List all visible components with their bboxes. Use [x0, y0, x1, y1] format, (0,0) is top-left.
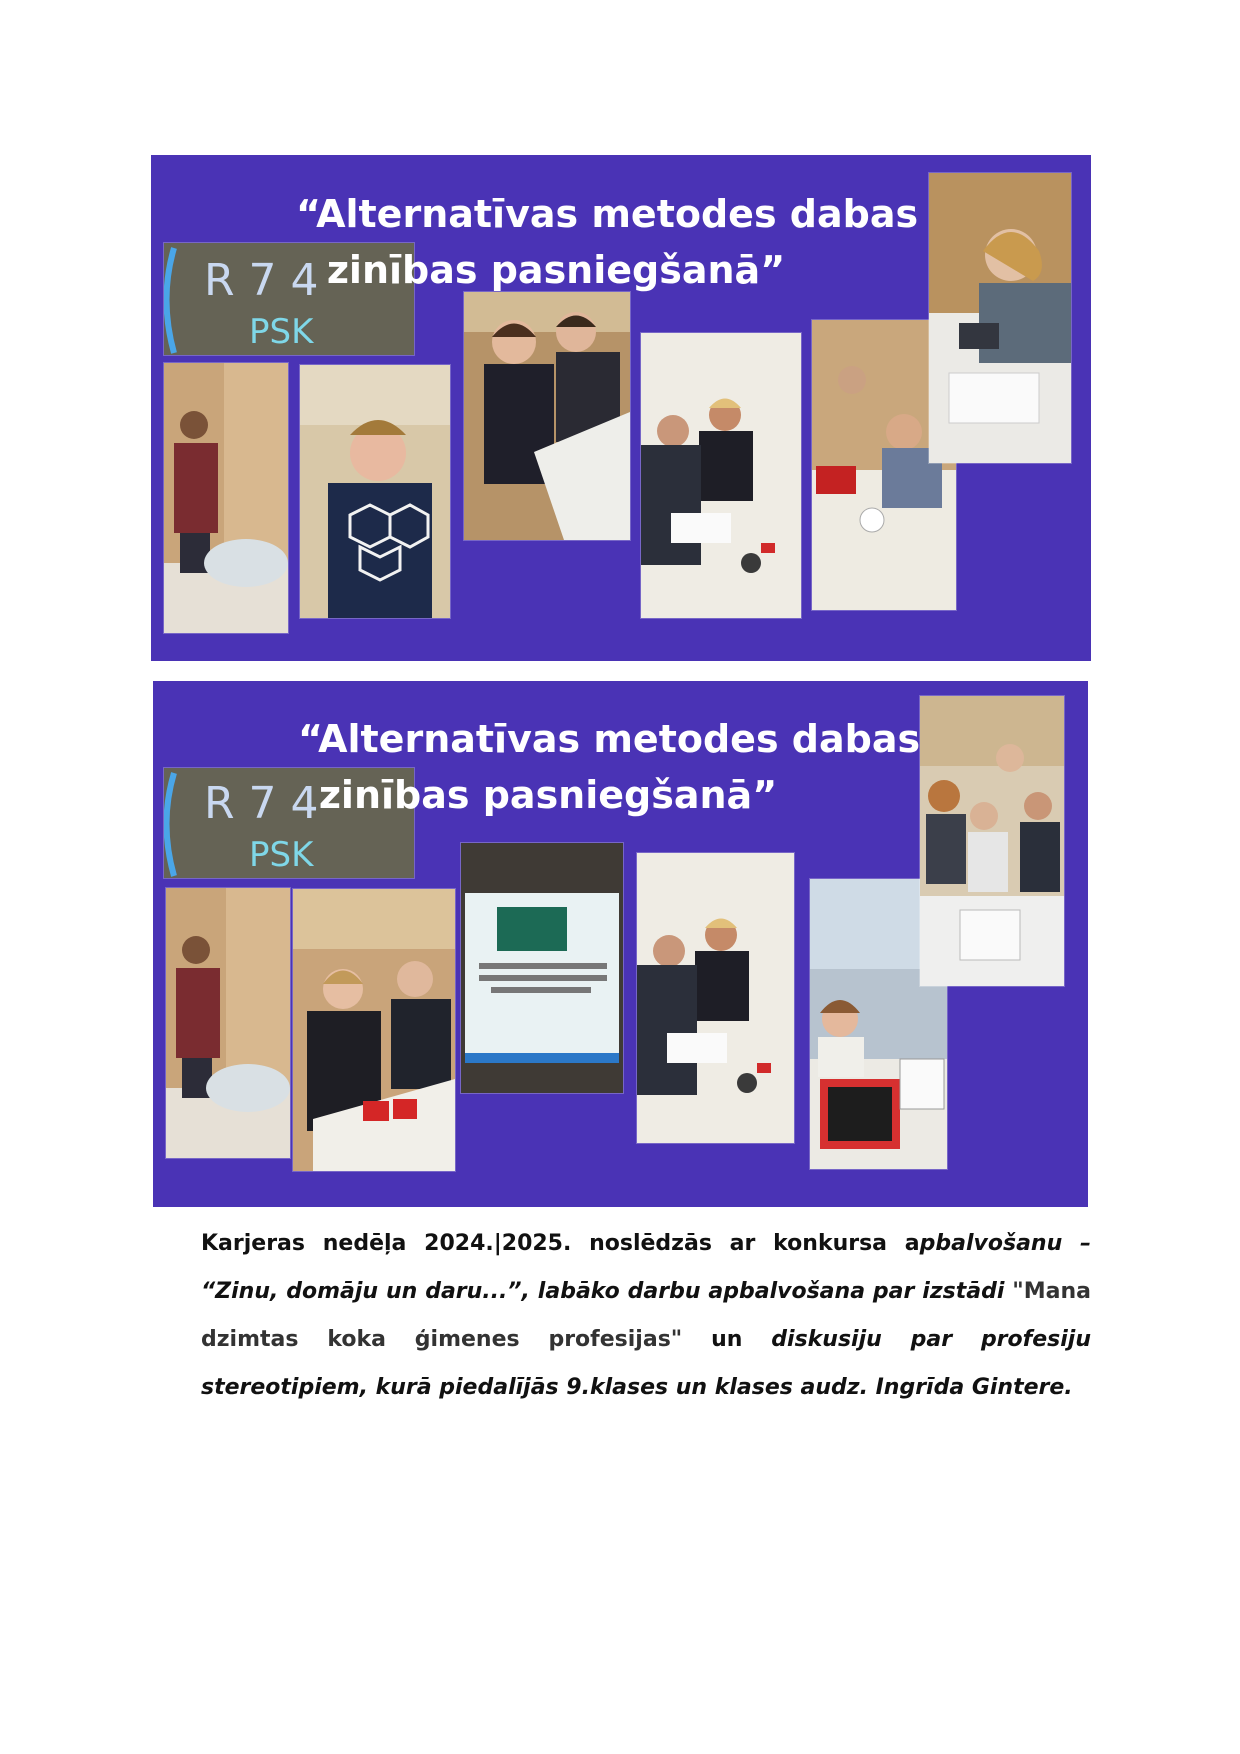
- student-lab-photo: [164, 363, 288, 633]
- chalk-text-1: R 7 4: [204, 255, 319, 306]
- collage-title-line-1: “Alternatīvas metodes dabas: [296, 192, 919, 236]
- students-experiment-photo: [641, 333, 801, 618]
- collage-panel-1: [151, 155, 1091, 661]
- collage-title-line-2: zinības pasniegšanā”: [318, 773, 778, 817]
- caption-text-4: un: [682, 1327, 772, 1352]
- chalk-text-2: PSK: [249, 835, 314, 875]
- molecule-model-photo: [300, 365, 450, 618]
- caption-text-5: diskusiju par profesiju stereotipiem, kurā piedalījās 9.klases un klases audz. Ingrīda Gintere.: [201, 1327, 1091, 1400]
- students-group-photo: [920, 696, 1064, 986]
- chalk-text-2: PSK: [249, 312, 314, 352]
- students-experiment-photo: [637, 853, 794, 1143]
- caption-paragraph: [201, 1220, 1091, 1412]
- students-boxes-photo: [293, 889, 455, 1171]
- chalk-text-1: R 7 4: [204, 778, 319, 829]
- collage-panel-2: [153, 681, 1088, 1207]
- presentation-screen-photo: [461, 843, 623, 1093]
- caption-text-1: Karjeras nedēļa 2024.|2025. noslēdzās ar konkursa a: [201, 1231, 920, 1256]
- caption-exhibition-title: "Mana dzimtas koka ģimenes profesijas": [201, 1279, 1091, 1352]
- students-desk-photo: [464, 292, 630, 540]
- teacher-photo: [929, 173, 1071, 463]
- collage-title-line-2: zinības pasniegšanā”: [326, 248, 786, 292]
- student-lab-photo: [166, 888, 290, 1158]
- collage-title-line-1: “Alternatīvas metodes dabas: [298, 717, 921, 761]
- caption-text-2: pbalvošanu – “Zinu, domāju un daru...”, labāko darbu apbalvošana par izstādi: [201, 1231, 1091, 1304]
